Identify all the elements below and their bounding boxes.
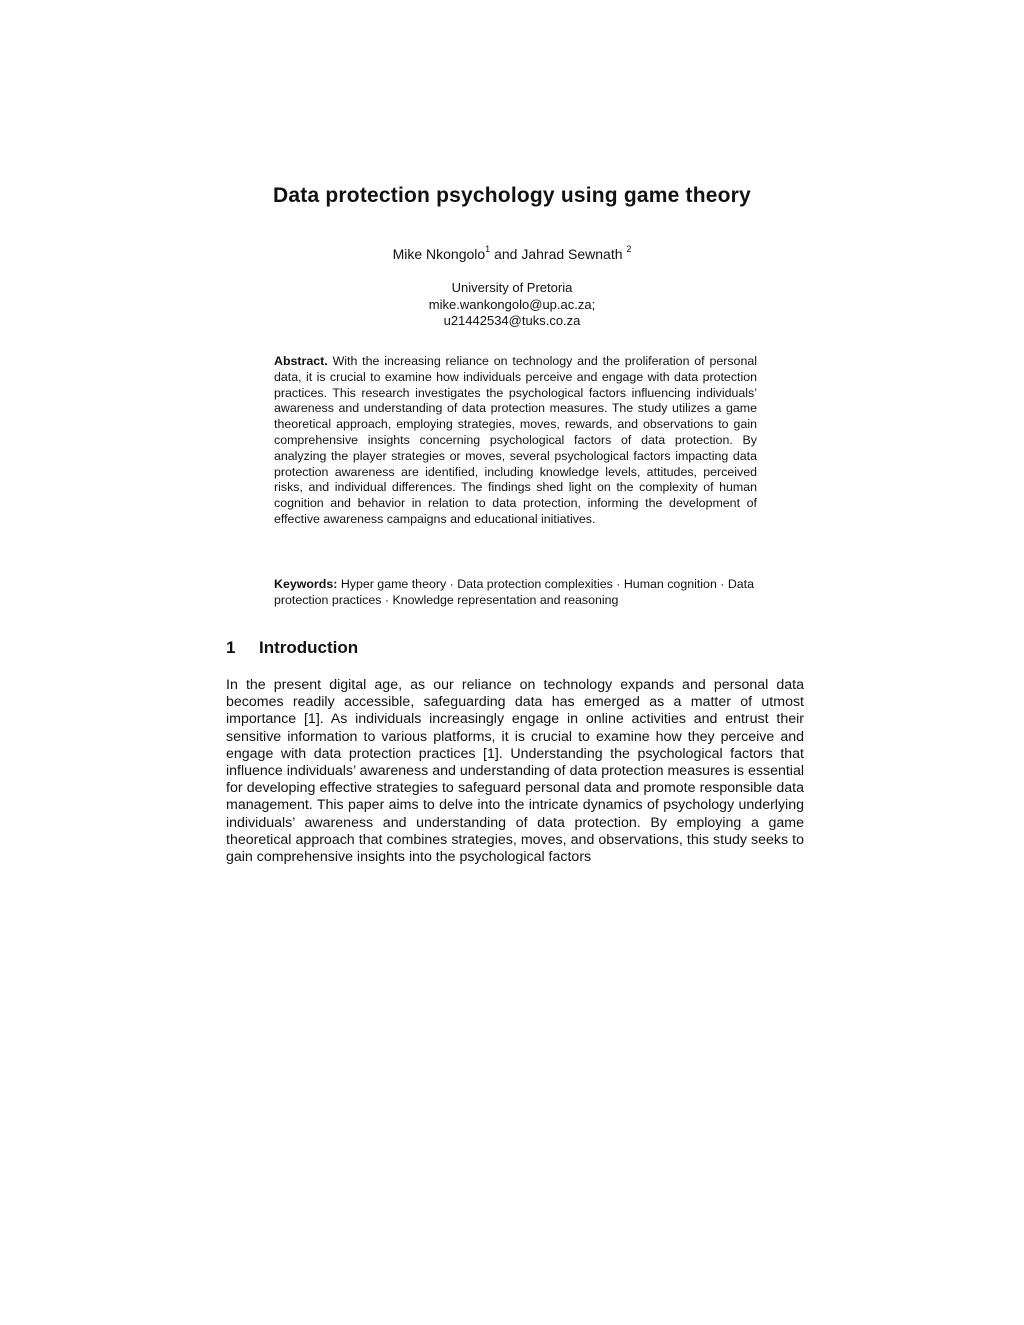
- keywords: [274, 576, 757, 608]
- section-heading-introduction: [226, 638, 358, 658]
- author-connector: and: [490, 246, 522, 262]
- section-number: 1: [226, 638, 236, 657]
- author-2-affiliation-mark: 2: [626, 244, 632, 254]
- abstract: [274, 354, 757, 528]
- email-1: mike.wankongolo@up.ac.za;: [428, 296, 596, 312]
- institution: University of Pretoria: [451, 280, 573, 295]
- email-2: u21442534@tuks.co.za: [443, 313, 581, 328]
- author-1-affiliation-mark: 1: [485, 244, 491, 254]
- author-2-name: Jahrad Sewnath: [521, 246, 627, 262]
- keywords-text: Hyper game theory · Data protection complexities · Human cognition · Data protection practices · Knowledge representation and reasoning: [274, 577, 755, 607]
- author-line: [0, 246, 1024, 262]
- paper-title: Data protection psychology using game theory: [273, 184, 751, 207]
- section-title: Introduction: [259, 638, 359, 657]
- keywords-label: Keywords:: [274, 577, 338, 591]
- abstract-text: With the increasing reliance on technology and the proliferation of personal data, it is crucial to examine how individuals perceive and engage with data protection practices. This research investigates the psychological factors influencing individuals’ awareness and understanding of data protection measures. The study utilizes a game theoretical approach, employing strategies, moves, rewards, and observations to gain comprehensive insights concerning psychological factors of data protection. By analyzing the player strategies or moves, several psychological factors impacting data protection awareness are identified, including knowledge levels, attitudes, perceived risks, and individual differences. The findings shed light on the complexity of human cognition and behavior in relation to data protection, informing the development of effective awareness campaigns and educational initiatives.: [274, 354, 757, 526]
- author-1-name: Mike Nkongolo: [392, 246, 486, 262]
- abstract-label: Abstract.: [274, 354, 328, 368]
- introduction-paragraph: In the present digital age, as our reliance on technology expands and personal data becomes readily accessible, safeguarding data has emerged as a matter of utmost importance [1]. As individuals increasingly engage in online activities and entrust their sensitive information to various platforms, it is crucial to examine how they perceive and engage with data protection practices [1]. Understanding the psychological factors that influence individuals’ awareness and understanding of data protection measures is essential for developing effective strategies to safeguard personal data and promote responsible data management. This paper aims to delve into the intricate dynamics of psychology underlying individuals’ awareness and understanding of data protection. By employing a game theoretical approach that combines strategies, moves, and observations, this study seeks to gain comprehensive insights into the psychological factors: [226, 677, 804, 866]
- affiliation-block: [0, 280, 1024, 330]
